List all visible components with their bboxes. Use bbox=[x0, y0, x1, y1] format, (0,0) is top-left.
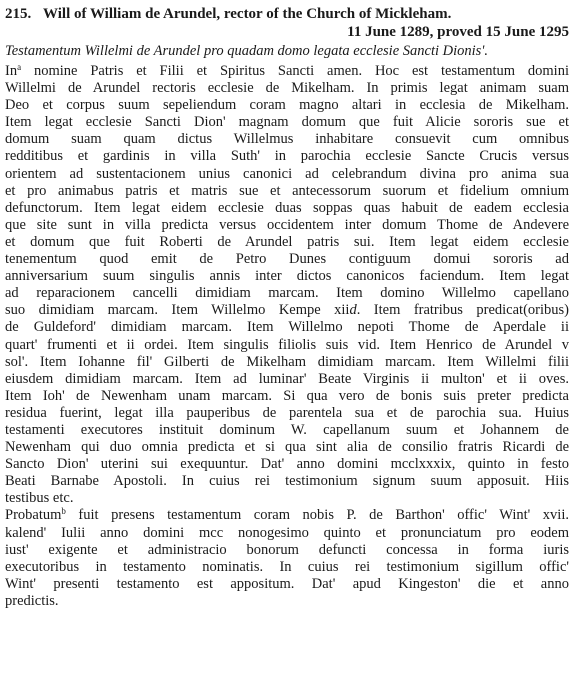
entry-dates: 11 June 1289, proved 15 June 1295 bbox=[347, 24, 569, 40]
testament-line: Newenham qui duo omnia predicta et si qua sint alia de consilio fratris Ricardi de bbox=[5, 439, 569, 456]
testament-line: et pro animabus patris et matris sue et antecessorum suorum et fidelium omnium bbox=[5, 182, 569, 199]
testament-line: redditibus et gardinis in villa Suth' in parochia ecclesie Sancte Crucis versus bbox=[5, 148, 569, 165]
entry-title: Will of William de Arundel, rector of the Church of Mickleham. bbox=[43, 6, 452, 22]
testament-line bbox=[5, 63, 569, 80]
text-run: Probatum bbox=[5, 507, 62, 524]
text-run: fuit presens testamentum coram nobis P. de Barthon' offic' Wint' xvii. bbox=[65, 507, 569, 524]
footnote-marker: a bbox=[17, 63, 22, 72]
document-body bbox=[5, 63, 569, 610]
footnote-marker: b bbox=[61, 507, 66, 517]
italic-abbreviation: d bbox=[349, 302, 357, 319]
text-run: In bbox=[5, 63, 18, 79]
entry-number: 215. bbox=[5, 6, 32, 22]
testament-line: de Guldeford' dimidiam marcam. Item Willelmo nepoti Thome de Aperdale ii bbox=[5, 319, 569, 336]
testament-line: quart' frumenti et ii ordei. Item singulis filiolis suis vid. Item Henrico de Arundel v bbox=[5, 336, 569, 353]
text-run: suo dimidiam marcam. Item Willelmo Kempe xii bbox=[5, 302, 350, 319]
testament-line: anniversarium suum singulis annis inter dictos canonicos faciendum. Item legat bbox=[5, 268, 569, 285]
testament-line: eiusdem dimidiam marcam. Item ad luminar' Beate Virginis ii multon' et ii oves. bbox=[5, 370, 569, 387]
testament-line: defunctorum. Item legat eidem ecclesie duas soppas quas habuit de eadem ecclesia bbox=[5, 199, 569, 216]
entry-heading bbox=[5, 5, 569, 23]
testament-line: sol'. Item Iohanne fil' Gilberti de Mikelham dimidiam marcam. Item Willelmi filii bbox=[5, 353, 569, 370]
probate-line: executoribus in testamento nominatis. In cuius rei testimonium sigillum offic' bbox=[5, 558, 569, 575]
probate-paragraph bbox=[5, 507, 569, 610]
testament-line: domum suam quam dictus Willelmus inhabitare consuevit cum omnibus bbox=[5, 131, 569, 148]
testament-line: tenementum quod emit de Petro Dunes contiguum domui sororis ad bbox=[5, 251, 569, 268]
testament-line: Item Ioh' de Newenham unam marcam. Si qua vero de bonis suis preter predicta bbox=[5, 387, 569, 404]
testament-line: Item legat ecclesie Sancti Dion' magnam domum que fuit Alicie sororis sue et bbox=[5, 114, 569, 131]
testament-line: testibus etc. bbox=[5, 490, 74, 507]
testament-line: Deo et corpus suum sepeliendum coram magno altari in ecclesia de Mikelham. bbox=[5, 97, 569, 114]
probate-line: iust' exigente et administracio bonorum defuncti concessa in forma iuris bbox=[5, 541, 569, 558]
testament-line: Sancto Dion' uterini sui exequuntur. Dat' anno domini mcclxxxix, quinto in festo bbox=[5, 456, 569, 473]
testament-line: ad reparacionem cancelli dimidiam marcam. Item domino Willelmo capellano bbox=[5, 285, 569, 302]
testament-line: que site sunt in villa predicta versus occidentem inter domum Thome de Andevere bbox=[5, 216, 569, 233]
testament-line: testamenti executores instituit dominum W. capellanum suum et Johannem de bbox=[5, 421, 569, 438]
text-run: . Item fratribus predicat(oribus) bbox=[356, 302, 569, 319]
testament-line: Willelmi de Arundel rectoris ecclesie de Mikelham. In primis legat animam suam bbox=[5, 80, 569, 97]
testament-line: orientem ad sustentacionem unius canonici ad celebrandum divina pro anima sua bbox=[5, 165, 569, 182]
probate-line bbox=[5, 507, 569, 524]
probate-line: predictis. bbox=[5, 592, 59, 609]
testament-line: Beati Barnabe Apostoli. In cuius rei testimonium signum suum apposuit. Hiis bbox=[5, 473, 569, 490]
testament-line: et domum que fuit Roberti de Arundel patris sui. Item legat eidem ecclesie bbox=[5, 233, 569, 250]
probate-line: kalend' Iulii anno domini mcc nonogesimo quinto et pronunciatum pro eodem bbox=[5, 524, 569, 541]
testament-line bbox=[5, 302, 569, 319]
probate-line: Wint' presenti testamento est appositum. Dat' apud Kingeston' die et anno bbox=[5, 575, 569, 592]
testament-paragraph bbox=[5, 63, 569, 507]
text-run: nomine Patris et Filii et Spiritus Sancti amen. Hoc est testamentum domini bbox=[21, 63, 569, 79]
latin-subtitle: Testamentum Willelmi de Arundel pro quadam domo legata ecclesie Sancti Dionis'. bbox=[5, 43, 489, 59]
testament-line: residua fuerint, legat illa pauperibus de parentela sua et de parochia sua. Huius bbox=[5, 404, 569, 421]
